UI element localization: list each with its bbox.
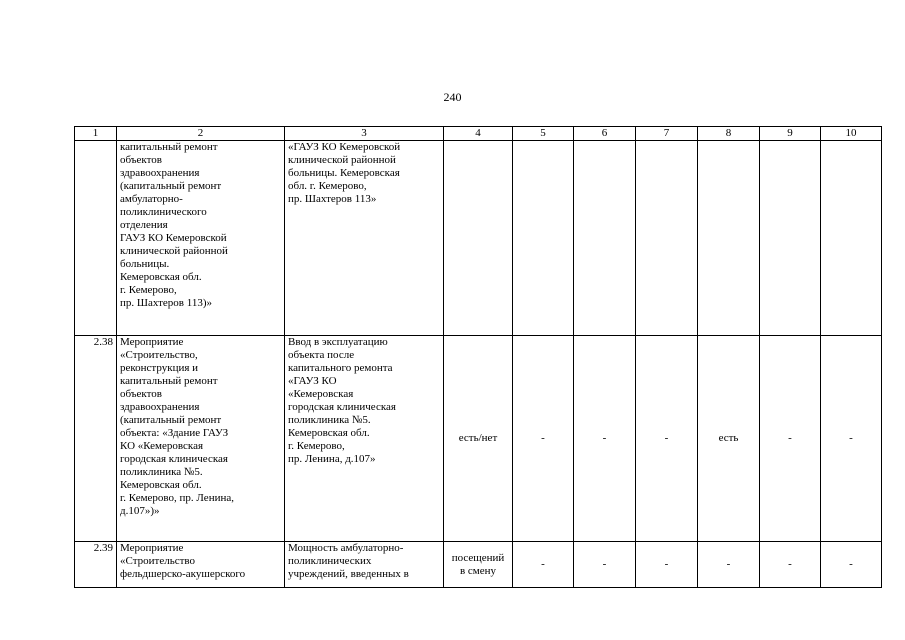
column-header: 8 <box>698 127 760 141</box>
value-cell: - <box>760 542 821 588</box>
value-cell <box>636 141 698 336</box>
column-header: 4 <box>444 127 513 141</box>
event-cell: Мероприятие «Строительство, реконструкция и капитальный ремонт объектов здравоохранения (капитальный ремонт объекта: «Здание ГАУЗ КО «Кемеровская городская клиническая поликлиника №5. Кемеровская обл. г. Кемерово, пр. Ленина, д.107»)» <box>117 336 285 542</box>
unit-cell <box>444 141 513 336</box>
page-number: 240 <box>443 90 462 104</box>
value-cell: - <box>574 542 636 588</box>
value-cell <box>760 141 821 336</box>
column-header: 7 <box>636 127 698 141</box>
event-cell: Мероприятие «Строительство фельдшерско-акушерского <box>117 542 285 588</box>
unit-cell: посещений в смену <box>444 542 513 588</box>
value-cell: - <box>513 336 574 542</box>
row-number: 2.39 <box>75 542 117 588</box>
indicator-cell: Мощность амбулаторно- поликлинических учреждений, введенных в <box>285 542 444 588</box>
event-cell: капитальный ремонт объектов здравоохранения (капитальный ремонт амбулаторно- поликлинического отделения ГАУЗ КО Кемеровской клинической районной больницы. Кемеровская обл. г. Кемерово, пр. Шахтеров 113)» <box>117 141 285 336</box>
row-number <box>75 141 117 336</box>
value-cell: - <box>698 542 760 588</box>
value-cell <box>821 141 882 336</box>
indicators-table <box>74 126 882 588</box>
value-cell: - <box>821 336 882 542</box>
column-header: 1 <box>75 127 117 141</box>
row-number: 2.38 <box>75 336 117 542</box>
indicator-cell: «ГАУЗ КО Кемеровской клинической районной больницы. Кемеровская обл. г. Кемерово, пр. Шахтеров 113» <box>285 141 444 336</box>
column-header: 6 <box>574 127 636 141</box>
table-row <box>75 141 882 336</box>
column-header: 10 <box>821 127 882 141</box>
value-cell: - <box>574 336 636 542</box>
column-header: 9 <box>760 127 821 141</box>
value-cell: - <box>760 336 821 542</box>
unit-cell: есть/нет <box>444 336 513 542</box>
value-cell: - <box>636 336 698 542</box>
value-cell <box>574 141 636 336</box>
value-cell <box>698 141 760 336</box>
value-cell <box>513 141 574 336</box>
indicator-cell: Ввод в эксплуатацию объекта после капитального ремонта «ГАУЗ КО «Кемеровская городская клиническая поликлиника №5. Кемеровская обл. г. Кемерово, пр. Ленина, д.107» <box>285 336 444 542</box>
value-cell: - <box>636 542 698 588</box>
value-cell: - <box>513 542 574 588</box>
column-header: 3 <box>285 127 444 141</box>
column-header: 2 <box>117 127 285 141</box>
table-header-row <box>75 127 882 141</box>
value-cell: есть <box>698 336 760 542</box>
value-cell: - <box>821 542 882 588</box>
table-row <box>75 542 882 588</box>
column-header: 5 <box>513 127 574 141</box>
table-row <box>75 336 882 542</box>
